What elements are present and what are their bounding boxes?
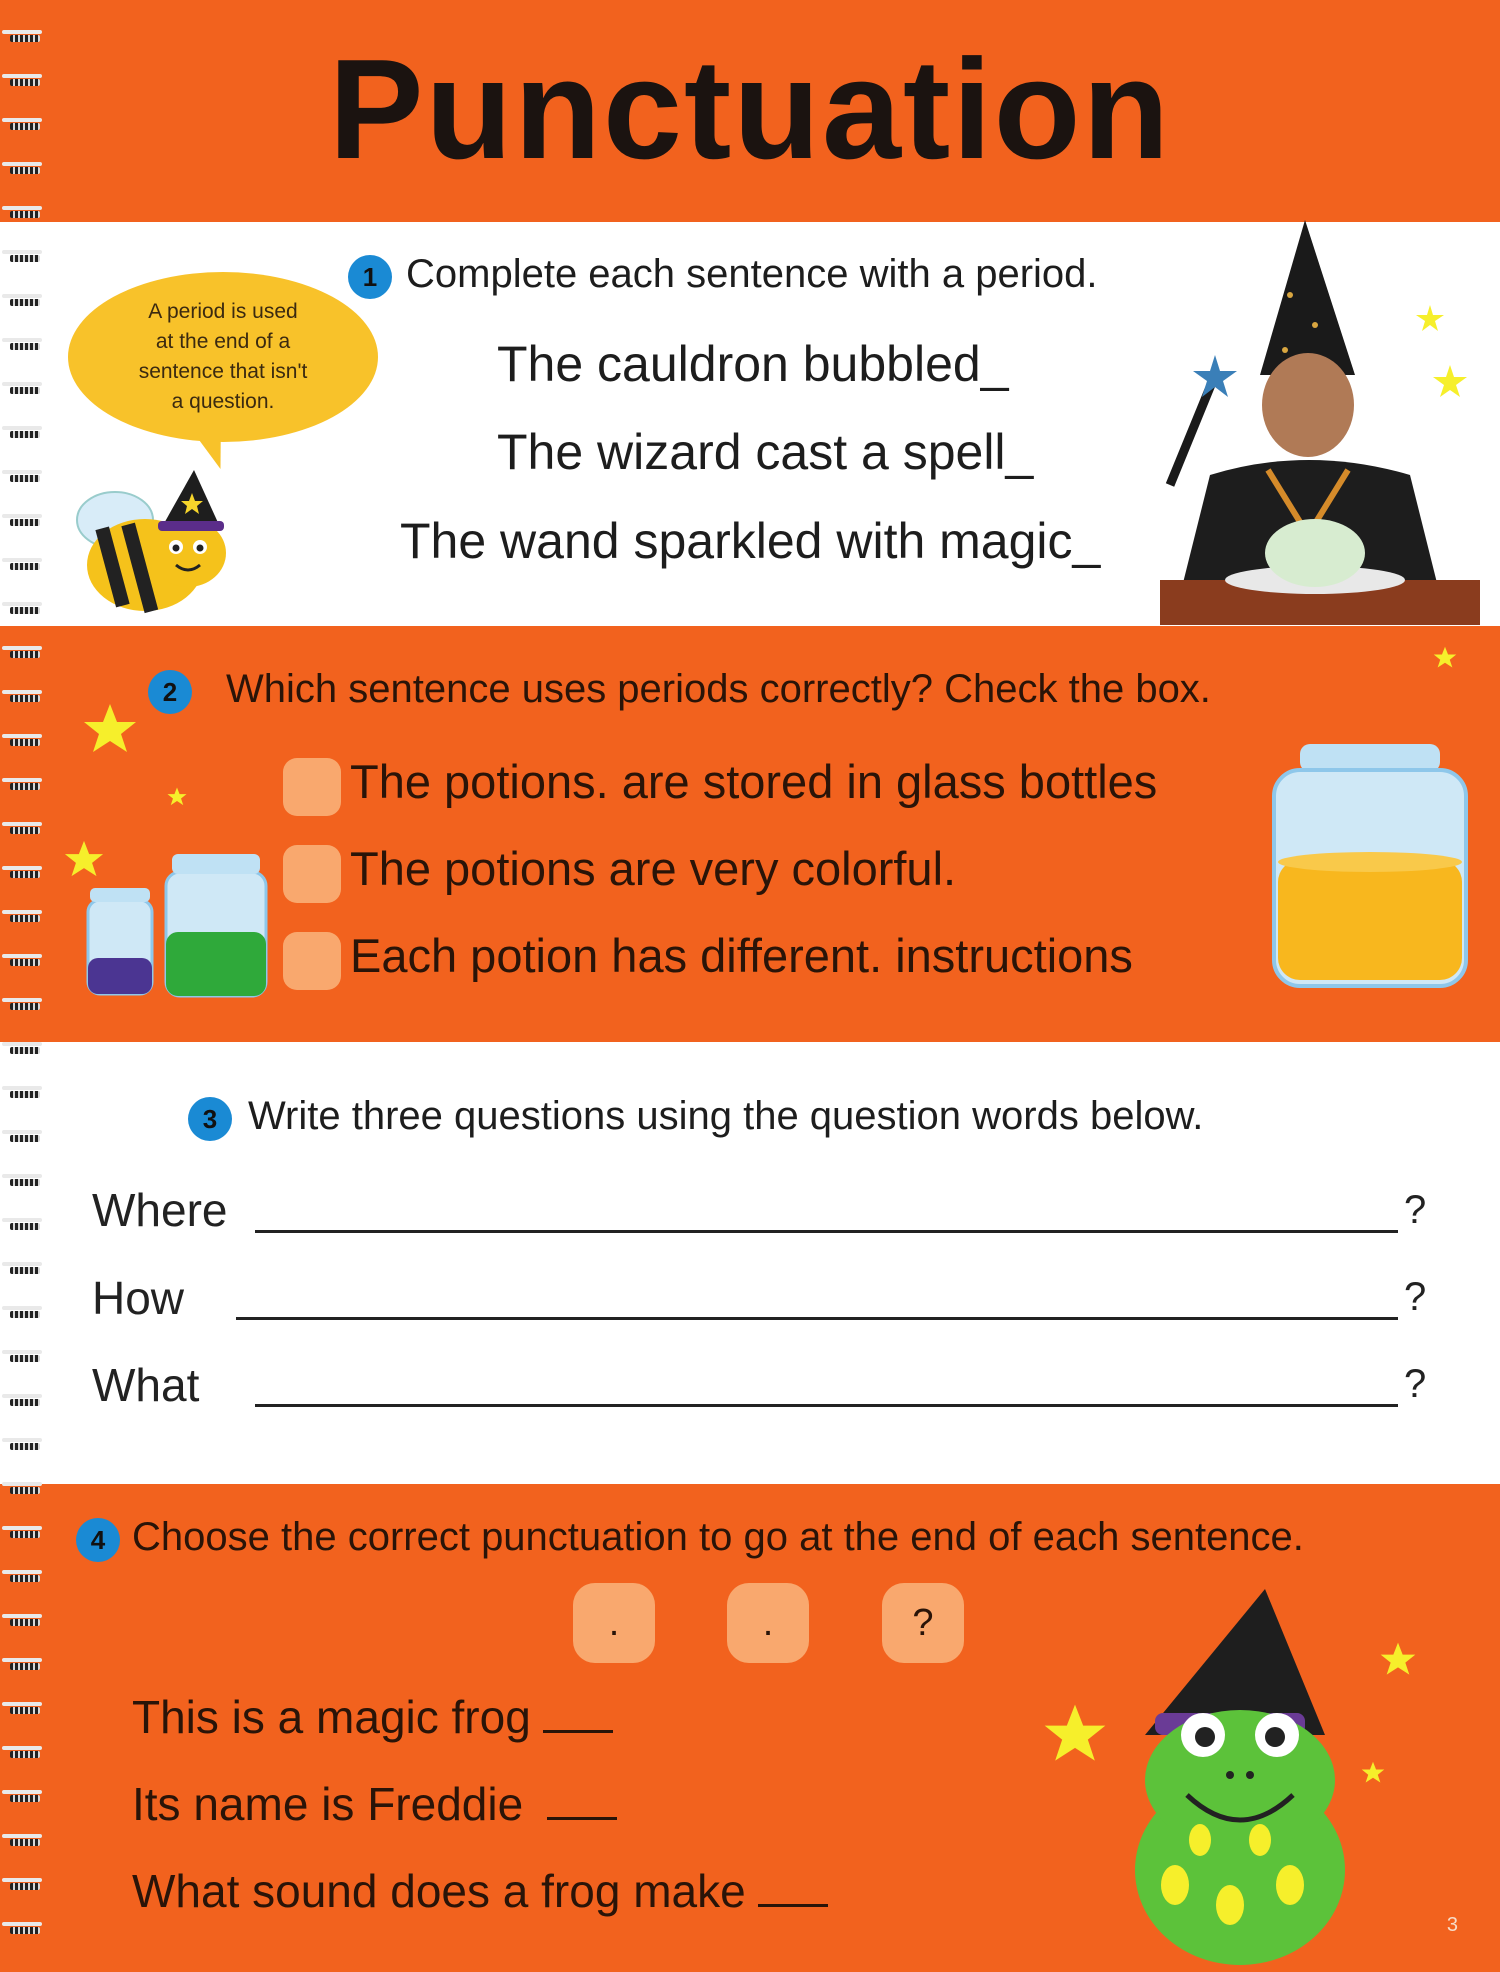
spiral-coil xyxy=(2,822,42,836)
star-decoration xyxy=(1432,645,1458,671)
tip-line: A period is used xyxy=(148,300,298,323)
tip-line: a question. xyxy=(171,390,275,413)
spiral-coil xyxy=(2,1482,42,1496)
spiral-coil xyxy=(2,558,42,572)
spiral-coil xyxy=(2,470,42,484)
spiral-coil xyxy=(2,1042,42,1056)
spiral-coil xyxy=(2,690,42,704)
spiral-coil xyxy=(2,1306,42,1320)
spiral-coil xyxy=(2,74,42,88)
tip-line: sentence that isn't xyxy=(138,360,308,383)
spiral-coil xyxy=(2,118,42,132)
question-word: How xyxy=(92,1272,185,1324)
spiral-coil xyxy=(2,778,42,792)
spiral-coil xyxy=(2,250,42,264)
spiral-coil xyxy=(2,954,42,968)
step-badge-1: 1 xyxy=(348,255,392,299)
spiral-coil xyxy=(2,1174,42,1188)
spiral-coil xyxy=(2,382,42,396)
spiral-coil xyxy=(2,866,42,880)
question-mark: ? xyxy=(1404,1275,1427,1319)
spiral-coil xyxy=(2,1878,42,1892)
section4-instruction: Choose the correct punctuation to go at the end of each sentence. xyxy=(132,1515,1304,1559)
potion-jar-illustration xyxy=(1270,740,1470,990)
answer-line[interactable] xyxy=(255,1404,1398,1407)
spiral-coil xyxy=(2,646,42,660)
spiral-coil xyxy=(2,294,42,308)
spiral-coil xyxy=(2,1438,42,1452)
wizard-child-photo xyxy=(1140,215,1500,625)
section1-sentence: The cauldron bubbled_ xyxy=(497,336,1009,392)
answer-line[interactable] xyxy=(255,1230,1398,1233)
spiral-coil xyxy=(2,910,42,924)
spiral-coil xyxy=(2,1394,42,1408)
section1-sentence: The wand sparkled with magic_ xyxy=(400,513,1101,569)
spiral-coil xyxy=(2,338,42,352)
spiral-coil xyxy=(2,1570,42,1584)
option-checkbox[interactable] xyxy=(283,758,341,816)
spiral-coil xyxy=(2,1790,42,1804)
star-decoration xyxy=(62,838,106,882)
spiral-coil xyxy=(2,734,42,748)
spiral-coil xyxy=(2,1922,42,1936)
question-mark: ? xyxy=(1404,1362,1427,1406)
tip-bubble xyxy=(68,272,378,442)
punctuation-choice-period[interactable]: . xyxy=(727,1583,809,1663)
star-decoration xyxy=(1040,1700,1110,1770)
spiral-coil xyxy=(2,998,42,1012)
spiral-coil xyxy=(2,1614,42,1628)
tip-line: at the end of a xyxy=(155,330,291,353)
option-text: The potions are very colorful. xyxy=(350,842,957,895)
question-word: What xyxy=(92,1359,200,1411)
star-decoration xyxy=(80,700,140,760)
spiral-coil xyxy=(2,1350,42,1364)
option-text: Each potion has different. instructions xyxy=(350,929,1133,982)
option-checkbox[interactable] xyxy=(283,845,341,903)
answer-blank[interactable] xyxy=(547,1815,617,1820)
spiral-coil xyxy=(2,1218,42,1232)
step-badge-4: 4 xyxy=(76,1518,120,1562)
star-decoration xyxy=(1360,1760,1386,1786)
spiral-coil xyxy=(2,1086,42,1100)
section2-instruction: Which sentence uses periods correctly? Check the box. xyxy=(226,667,1211,711)
spiral-coil xyxy=(2,162,42,176)
section4-sentence xyxy=(132,1690,613,1744)
frog-wizard-illustration xyxy=(1115,1585,1365,1972)
section1-sentence: The wizard cast a spell_ xyxy=(497,424,1034,480)
option-text: The potions. are stored in glass bottles xyxy=(350,755,1158,808)
section3-instruction: Write three questions using the question words below. xyxy=(248,1094,1204,1138)
star-decoration xyxy=(1378,1640,1418,1680)
spiral-coil xyxy=(2,30,42,44)
spiral-coil xyxy=(2,426,42,440)
step-badge-2: 2 xyxy=(148,670,192,714)
bee-wizard-illustration xyxy=(70,465,250,620)
spiral-binding xyxy=(0,0,46,1972)
spiral-coil xyxy=(2,1130,42,1144)
spiral-coil xyxy=(2,1658,42,1672)
spiral-coil xyxy=(2,206,42,220)
spiral-coil xyxy=(2,1746,42,1760)
section4-sentence xyxy=(132,1777,617,1831)
punctuation-choice-question[interactable]: ? xyxy=(882,1583,964,1663)
sentence-text: What sound does a frog make xyxy=(132,1865,746,1917)
question-mark: ? xyxy=(1404,1188,1427,1232)
star-decoration xyxy=(166,786,188,808)
potion-bottles-illustration xyxy=(82,850,272,1000)
punctuation-choice-period[interactable]: . xyxy=(573,1583,655,1663)
page-title: Punctuation xyxy=(328,30,1172,189)
spiral-coil xyxy=(2,1262,42,1276)
spiral-coil xyxy=(2,1702,42,1716)
answer-line[interactable] xyxy=(236,1317,1398,1320)
section4-sentence xyxy=(132,1864,828,1918)
spiral-coil xyxy=(2,1834,42,1848)
answer-blank[interactable] xyxy=(758,1902,828,1907)
question-word: Where xyxy=(92,1184,228,1236)
spiral-coil xyxy=(2,1526,42,1540)
spiral-coil xyxy=(2,602,42,616)
sentence-text: This is a magic frog xyxy=(132,1691,531,1743)
section1-instruction: Complete each sentence with a period. xyxy=(406,252,1098,296)
answer-blank[interactable] xyxy=(543,1728,613,1733)
step-badge-3: 3 xyxy=(188,1097,232,1141)
option-checkbox[interactable] xyxy=(283,932,341,990)
spiral-coil xyxy=(2,514,42,528)
sentence-text: Its name is Freddie xyxy=(132,1778,524,1830)
page-number: 3 xyxy=(1446,1914,1458,1936)
